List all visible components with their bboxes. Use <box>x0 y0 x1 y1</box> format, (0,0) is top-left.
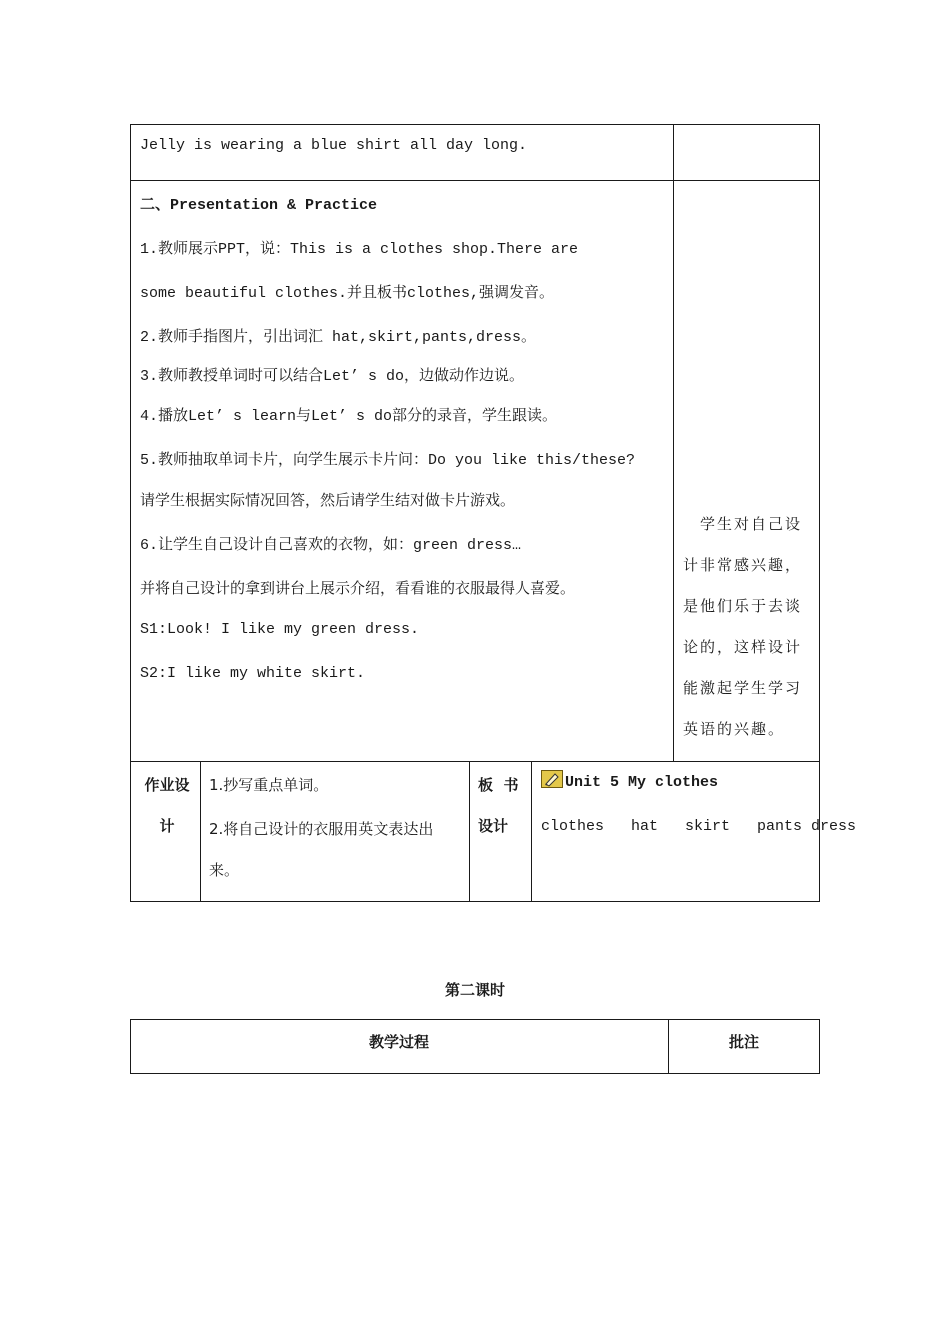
pencil-icon <box>541 770 563 788</box>
procedure-line: 1.教师展示PPT，说：This is a clothes shop.There are <box>140 241 579 258</box>
homework-label: 计 <box>159 817 175 835</box>
procedure-line: 4.播放Let’ s learn与Let’ s do部分的录音，学生跟读。 <box>140 408 558 425</box>
homework-item: 来。 <box>209 861 240 879</box>
note-line: 能激起学生学习 <box>683 679 803 697</box>
note-line: 是他们乐于去谈 <box>683 597 803 615</box>
board-words: clothes hat skirt pants dress <box>541 818 857 835</box>
procedure-line: 2.教师手指图片，引出词汇 hat,skirt,pants,dress。 <box>140 329 537 346</box>
procedure-line: 并将自己设计的拿到讲台上展示介绍，看看谁的衣服最得人喜爱。 <box>140 581 576 598</box>
procedure-line: 5.教师抽取单词卡片，向学生展示卡片问：Do you like this/these? <box>140 452 636 469</box>
board-label: 设计 <box>478 817 509 835</box>
homework-item: 1.抄写重点单词。 <box>209 776 329 794</box>
note-line: 英语的兴趣。 <box>683 720 786 738</box>
homework-item: 2.将自己设计的衣服用英文表达出 <box>209 820 434 838</box>
section-heading: 二、Presentation & Practice <box>140 197 378 214</box>
board-title: Unit 5 My clothes <box>565 774 719 791</box>
procedure-line: 6.让学生自己设计自己喜欢的衣物，如：green dress… <box>140 537 522 554</box>
board-label: 板 书 <box>478 776 519 794</box>
homework-label: 作业设 <box>144 776 190 794</box>
lesson2-title: 第二课时 <box>444 981 505 999</box>
procedure-line: some beautiful clothes.并且板书clothes,强调发音。 <box>140 285 555 302</box>
procedure-line: 请学生根据实际情况回答，然后请学生结对做卡片游戏。 <box>140 493 516 510</box>
note-line: 计非常感兴趣， <box>683 556 803 574</box>
procedure-line: 3.教师教授单词时可以结合Let’ s do，边做动作边说。 <box>140 368 525 385</box>
note-line: 学生对自己设 <box>700 515 803 533</box>
dialogue-line: S1:Look! I like my green dress. <box>140 621 420 638</box>
column-header-notes: 批注 <box>728 1033 759 1051</box>
note-line: 论的，这样设计 <box>683 638 803 656</box>
intro-text: Jelly is wearing a blue shirt all day long. <box>140 137 528 154</box>
dialogue-line: S2:I like my white skirt. <box>140 665 366 682</box>
column-header-process: 教学过程 <box>368 1033 429 1051</box>
